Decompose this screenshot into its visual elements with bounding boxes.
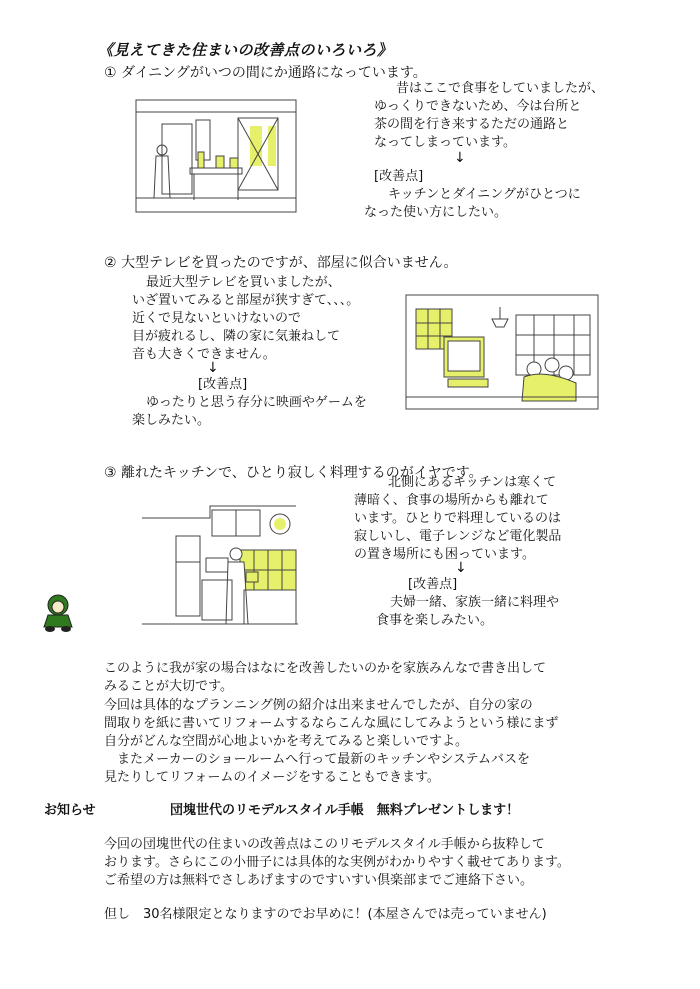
notice-label: お知らせ: [44, 803, 96, 818]
notice-body-2: おります。さらにこの小冊子には具体的な実例がわかりやすく載せてあります。: [104, 855, 570, 870]
section2-improve-2: 楽しみたい。: [132, 413, 211, 428]
section3-heading: ③ 離れたキッチンで、ひとり寂しく料理するのがイヤです。: [104, 465, 483, 481]
section3-body-3: います。ひとりで料理しているのは: [354, 511, 561, 526]
section3-body-4: 寂しいし、電子レンジなど電化製品: [354, 529, 562, 544]
notice-footer: 但し 30名様限定となりますのでお早めに！(本屋さんでは売っていません): [104, 907, 547, 922]
section3-body-5: の置き場所にも困っています。: [354, 547, 535, 562]
section3-arrow: ↓: [455, 560, 467, 576]
summary-line-2: みることが大切です。: [104, 679, 233, 694]
section2-body-3: 近くで見ないといけないので: [132, 311, 302, 326]
section3-body-2: 薄暗く、食事の場所からも離れて: [354, 493, 549, 508]
section1-body-1: 昔はここで食事をしていましたが、: [396, 81, 605, 96]
page-title: 《見えてきた住まいの改善点のいろいろ》: [98, 41, 393, 59]
summary-line-7: 見たりしてリフォームのイメージをすることもできます。: [104, 770, 440, 785]
summary-line-1: このように我が家の場合はなにを改善したいのかを家族みんなで書き出して: [104, 661, 547, 676]
section2-heading: ② 大型テレビを買ったのですが、部屋に似合いません。: [104, 255, 458, 271]
section1-body-2: ゆっくりできないため、今は台所と: [374, 99, 582, 114]
section2-arrow: ↓: [207, 360, 219, 376]
notice-body-1: 今回の団塊世代の住まいの改善点はこのリモデルスタイル手帳から抜粋して: [104, 837, 545, 852]
section3-improve-1: 夫婦一緒、家族一緒に料理や: [390, 595, 560, 610]
section1-improve-2: なった使い方にしたい。: [364, 205, 508, 220]
section2-body-1: 最近大型テレビを買いましたが、: [146, 275, 341, 290]
section1-improve-1: キッチンとダイニングがひとつに: [388, 187, 581, 202]
summary-line-4: 間取りを紙に書いてリフォームするならこんな風にしてみようという様にまず: [104, 716, 559, 731]
section2-improve-1: ゆったりと思う存分に映画やゲームを: [146, 395, 367, 410]
summary-line-5: 自分がどんな空間が心地よいかを考えてみると楽しいですよ。: [104, 734, 469, 749]
living-room-illustration: [404, 293, 600, 413]
dining-illustration: [134, 98, 299, 216]
notice-body-3: ご希望の方は無料でさしあげますのですいすい倶楽部までご連絡下さい。: [104, 873, 534, 888]
section1-heading: ① ダイニングがいつの間にか通路になっています。: [104, 65, 427, 81]
section1-body-3: 茶の間を行き来するただの通路と: [374, 117, 570, 132]
summary-line-6: またメーカーのショールームへ行って最新のキッチンやシステムバスを: [104, 752, 531, 767]
section1-improve-label: [改善点]: [374, 169, 424, 184]
section2-body-5: 音も大きくできません。: [132, 347, 276, 362]
section1-body-4: なってしまっています。: [374, 135, 516, 150]
section3-body-1: 北側にあるキッチンは寒くて: [388, 475, 557, 490]
section3-improve-label: [改善点]: [408, 577, 458, 592]
section2-body-2: いざ置いてみると部屋が狭すぎて、、、。: [132, 293, 360, 308]
kitchen-illustration: [140, 500, 300, 642]
mascot-icon: [40, 593, 78, 633]
section2-body-4: 目が疲れるし、隣の家に気兼ねして: [132, 329, 341, 344]
notice-headline: 団塊世代のリモデルスタイル手帳 無料プレゼントします！: [170, 803, 520, 818]
section1-arrow: ↓: [454, 150, 466, 166]
section3-improve-2: 食事を楽しみたい。: [376, 613, 494, 628]
section2-improve-label: [改善点]: [198, 377, 248, 392]
summary-line-3: 今回は具体的なプランニング例の紹介は出来ませんでしたが、自分の家の: [104, 698, 533, 713]
